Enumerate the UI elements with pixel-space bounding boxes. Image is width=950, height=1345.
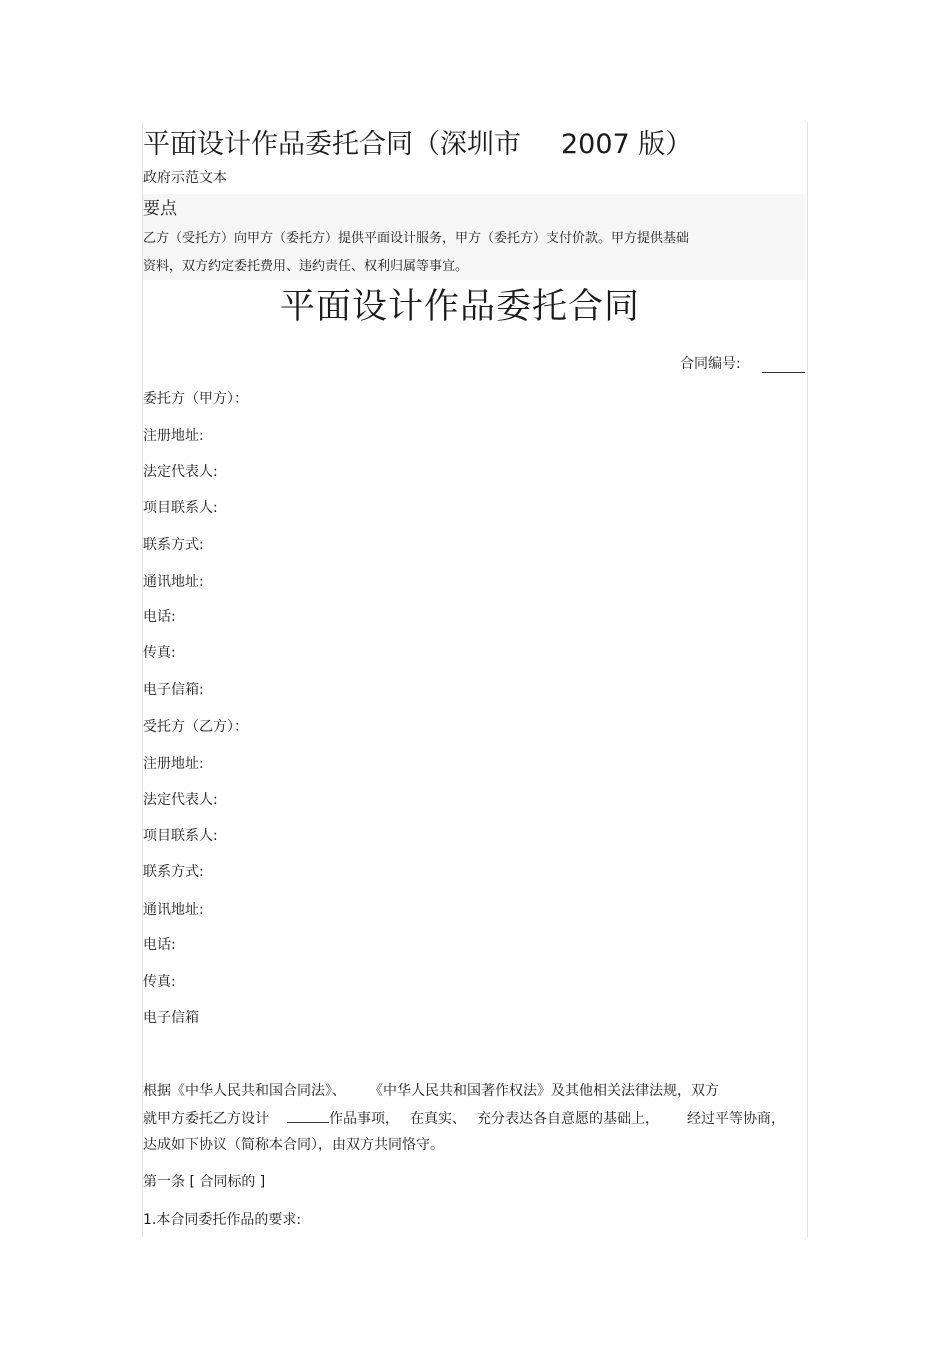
party-a-heading: 委托方（甲方）： — [143, 391, 248, 407]
party-b-mail-address: 通讯地址: — [143, 902, 204, 918]
party-b-contact-method: 联系方式: — [143, 864, 204, 880]
party-b-contact-person: 项目联系人: — [143, 828, 218, 844]
summary-line-2: 资料，双方约定委托费用、违约责任、权利归属等事宜。 — [143, 259, 469, 274]
party-b-address: 注册地址: — [143, 756, 204, 772]
document-title: 平面设计作品委托合同（深圳市 2007 版） — [143, 129, 693, 160]
party-b-email: 电子信箱 — [143, 1010, 199, 1026]
party-a-email: 电子信箱: — [143, 682, 204, 698]
party-a-address: 注册地址: — [143, 428, 204, 444]
party-a-mail-address: 通讯地址: — [143, 574, 204, 590]
article-1-item-1: 1.本合同委托作品的要求: — [143, 1212, 302, 1228]
preamble-line-3: 达成如下协议（简称本合同），由双方共同恪守。 — [143, 1137, 444, 1153]
party-b-legal-rep: 法定代表人: — [143, 792, 218, 808]
contract-number-label: 合同编号: — [680, 356, 741, 372]
design-work-blank[interactable] — [287, 1108, 329, 1123]
party-b-fax: 传真: — [143, 974, 176, 990]
party-a-contact-person: 项目联系人: — [143, 500, 218, 516]
document-subtitle: 政府示范文本 — [143, 170, 227, 186]
party-a-phone: 电话: — [143, 609, 176, 625]
party-a-fax: 传真: — [143, 645, 176, 661]
summary-line-1: 乙方（受托方）向甲方（委托方）提供平面设计服务，甲方（委托方）支付价款。甲方提供基础 — [143, 231, 690, 246]
summary-heading: 要点 — [143, 199, 177, 219]
contract-number-field[interactable] — [762, 372, 805, 373]
contract-title: 平面设计作品委托合同 — [279, 287, 640, 327]
preamble-line-2: 就甲方委托乙方设计 作品事项， 在真实、 充分表达各自意愿的基础上， 经过平等协商， — [143, 1108, 785, 1129]
preamble-line-1: 根据《中华人民共和国合同法》、 《中华人民共和国著作权法》及其他相关法律法规，双方 — [143, 1083, 719, 1099]
party-b-phone: 电话: — [143, 937, 176, 953]
party-a-contact-method: 联系方式: — [143, 537, 204, 553]
party-b-heading: 受托方（乙方）： — [143, 719, 248, 735]
party-a-legal-rep: 法定代表人: — [143, 464, 218, 480]
article-1-heading: 第一条 [ 合同标的 ] — [143, 1174, 266, 1190]
